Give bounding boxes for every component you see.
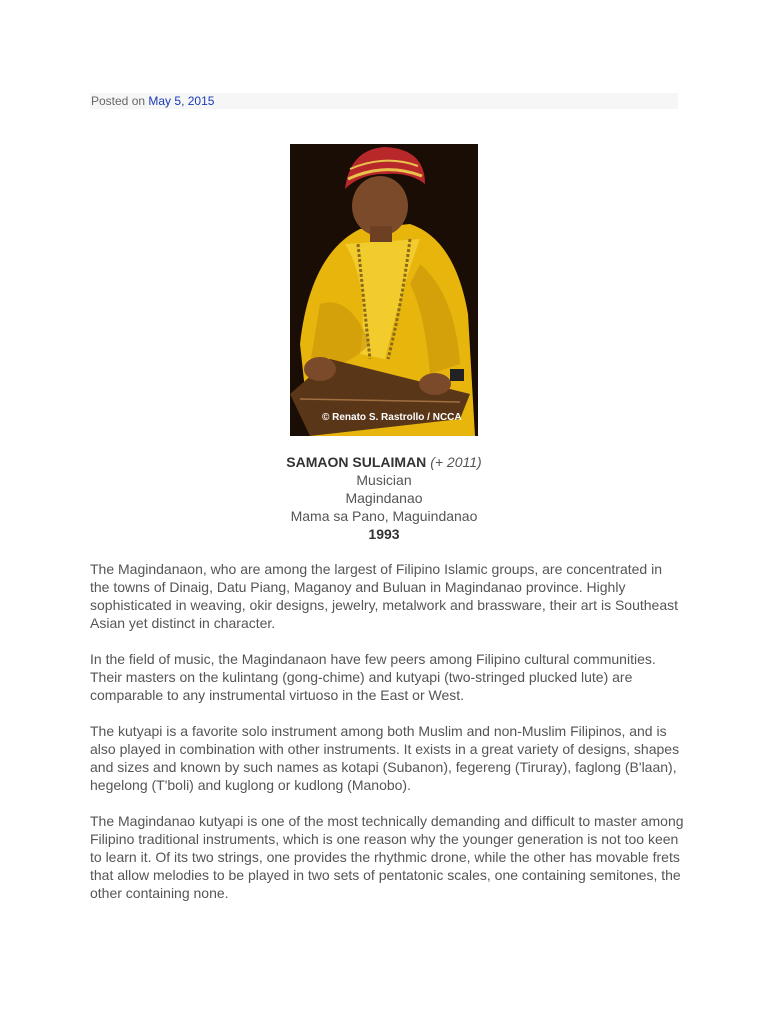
name-line xyxy=(0,453,768,471)
paragraph: The Magindanaon, who are among the largest of Filipino Islamic groups, are concentrated in the towns of Dinaig, Datu Piang, Maganoy and Buluan in Magindanao province. Highly sophisticated in weaving, okir designs, jewelry, metalwork and brassware, their art is Southeast Asian yet distinct in character. xyxy=(90,561,679,631)
post-meta xyxy=(90,93,678,109)
paragraph: In the field of music, the Magindanaon have few peers among Filipino cultural communities. Their masters on the kulintang (gong-chime) and kutyapi (two-stringed plucked lute) are comparable to any instrumental virtuoso in the East or West. xyxy=(90,651,656,703)
award-year: 1993 xyxy=(368,526,400,542)
musician-name: SAMAON SULAIMAN xyxy=(286,454,427,470)
musician-ethnicity: Magindanao xyxy=(345,490,423,506)
post-date-link[interactable]: May 5, 2015 xyxy=(148,94,215,108)
photo-credit: © Renato S. Rastrollo / NCCA xyxy=(322,412,462,423)
paragraph: The kutyapi is a favorite solo instrument among both Muslim and non-Muslim Filipinos, and is also played in combination with other instruments. It exists in a great variety of designs, shapes and sizes and known by such names as kotapi (Subanon), fegereng (Tiruray), faglong (B'laan), hegelong (T'boli) and kuglong or kudlong (Manobo). xyxy=(90,723,680,793)
posted-on-label: Posted on xyxy=(91,94,146,108)
death-note: (+ 2011) xyxy=(430,454,482,470)
article-body xyxy=(90,560,685,920)
musician-photo-illustration xyxy=(290,144,478,436)
paragraph: The Magindanao kutyapi is one of the most technically demanding and difficult to master among Filipino traditional instruments, which is one reason why the younger generation is not too keen to learn it. Of its two strings, one provides the rhythmic drone, while the other has movable frets that allow melodies to be played in two sets of pentatonic scales, one containing semitones, the other containing none. xyxy=(90,813,684,901)
musician-caption xyxy=(0,453,768,543)
musician-role: Musician xyxy=(356,472,412,488)
musician-hometown: Mama sa Pano, Maguindanao xyxy=(290,508,478,524)
musician-photo xyxy=(290,144,478,436)
